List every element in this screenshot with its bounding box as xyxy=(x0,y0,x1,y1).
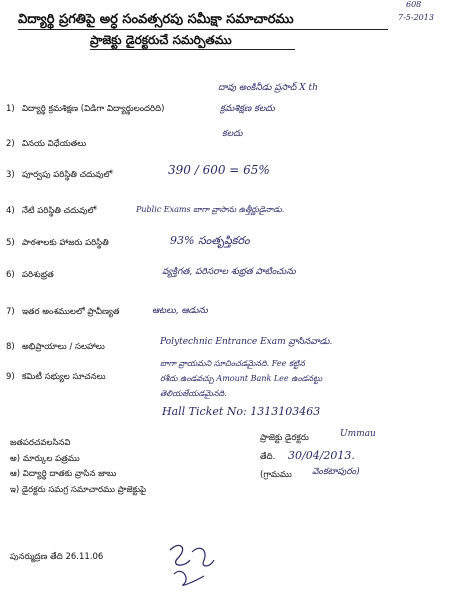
committee-note-line: బాగా వ్రాయమని సూచించడమైనది. Fee కట్టిన xyxy=(160,359,305,368)
item-number: 2) xyxy=(6,139,15,149)
committee-note-line: తెలియజేయడమైనది. xyxy=(160,389,227,398)
item-label-attendance: పాఠశాలకు హాజరు పరిస్థితి xyxy=(22,238,109,248)
revision-date: పునర్ముద్రణ తేది 26.11.06 xyxy=(10,552,104,562)
student-name: దావు అంకినీడు ప్రసాద్ X th xyxy=(218,83,318,93)
designation-label: ప్రాజెక్టు డైరక్టరు xyxy=(260,433,309,443)
item-number: 4) xyxy=(6,206,15,216)
item-value-cleanliness: వ్యక్తిగత, పరిసరాల శుభ్రత పాటించును xyxy=(162,267,296,277)
committee-note-line: రశీదు ఉండవచ్చు Amount Bank Lee ఉండనట్టు xyxy=(160,374,323,383)
item-number: 5) xyxy=(6,238,15,248)
item-number: 9) xyxy=(6,372,15,382)
item-value-discipline: క్రమశిక్షణ కలదు xyxy=(220,104,275,114)
item-label-previous-status: పూర్వపు పరిస్థితి చదువులో xyxy=(22,170,113,180)
enclosure-item: ఆ) విద్యార్థి దాతకు వ్రాసిన జాబు xyxy=(10,469,117,479)
corner-note-date: 7-5-2013 xyxy=(398,13,434,22)
item-label-discipline: విద్యార్థి క్రమశిక్షణ (విడిగా విద్యార్థులందరిది) xyxy=(22,104,165,114)
item-label-opinions: అభిప్రాయాలు / సలహాలు xyxy=(22,342,105,352)
item-value-obedience: కలదు xyxy=(222,129,243,139)
title-underline-1 xyxy=(18,29,388,30)
date-label: తేది. xyxy=(260,452,276,462)
enclosure-item: అ) మార్కుల పత్రము xyxy=(10,454,80,464)
title-underline-2 xyxy=(90,49,295,50)
item-label-committee-suggestions: కమిటీ సభ్యుల సూచనలు xyxy=(22,372,106,382)
item-number: 1) xyxy=(6,104,15,114)
item-value-previous-status: 390 / 600 = 65% xyxy=(168,163,270,177)
item-label-other-skills: ఇతర అంశములలో ప్రావీణ్యత xyxy=(22,307,120,317)
village-value: వెంకటాపురం) xyxy=(312,467,360,477)
item-label-cleanliness: పరిశుభ్రత xyxy=(22,270,54,280)
item-number: 7) xyxy=(6,307,15,317)
form-title-line1: విద్యార్థి ప్రగతిపై అర్ధ సంవత్సరపు సమీక్షా సమాచారము xyxy=(18,12,294,27)
enclosures-heading: జతపరచవలసినవి xyxy=(10,438,71,448)
item-value-other-skills: ఆటలు, ఆడును xyxy=(152,306,208,316)
hall-ticket-number: Hall Ticket No: 1313103463 xyxy=(162,405,321,418)
item-value-opinions: Polytechnic Entrance Exam వ్రాసినవాడు. xyxy=(160,337,333,347)
form-title-line2: ప్రాజెక్టు డైరక్టరుచే సమర్పితము xyxy=(90,33,232,47)
item-value-current-status: Public Exams బాగా వ్రాసాను ఉత్తీర్ణుడైనాడు. xyxy=(136,205,285,214)
signature: Ummau xyxy=(340,429,376,439)
enclosure-item: ఇ) డైరక్టరు సమగ్ర సమాచారము ప్రాజెక్టుపై xyxy=(10,485,147,495)
date-value: 30/04/2013. xyxy=(288,449,355,462)
corner-note-number: 608 xyxy=(406,0,422,9)
item-label-current-status: నేటి పరిస్థితి చదువులో xyxy=(22,206,97,216)
item-number: 6) xyxy=(6,270,15,280)
initials-scribble xyxy=(160,538,220,588)
village-label: (గ్రామము xyxy=(260,470,292,480)
item-number: 8) xyxy=(6,342,15,352)
item-label-obedience: వినయ విధేయతలు xyxy=(22,139,87,149)
item-number: 3) xyxy=(6,170,15,180)
item-value-attendance: 93% సంతృప్తికరం xyxy=(170,234,250,247)
